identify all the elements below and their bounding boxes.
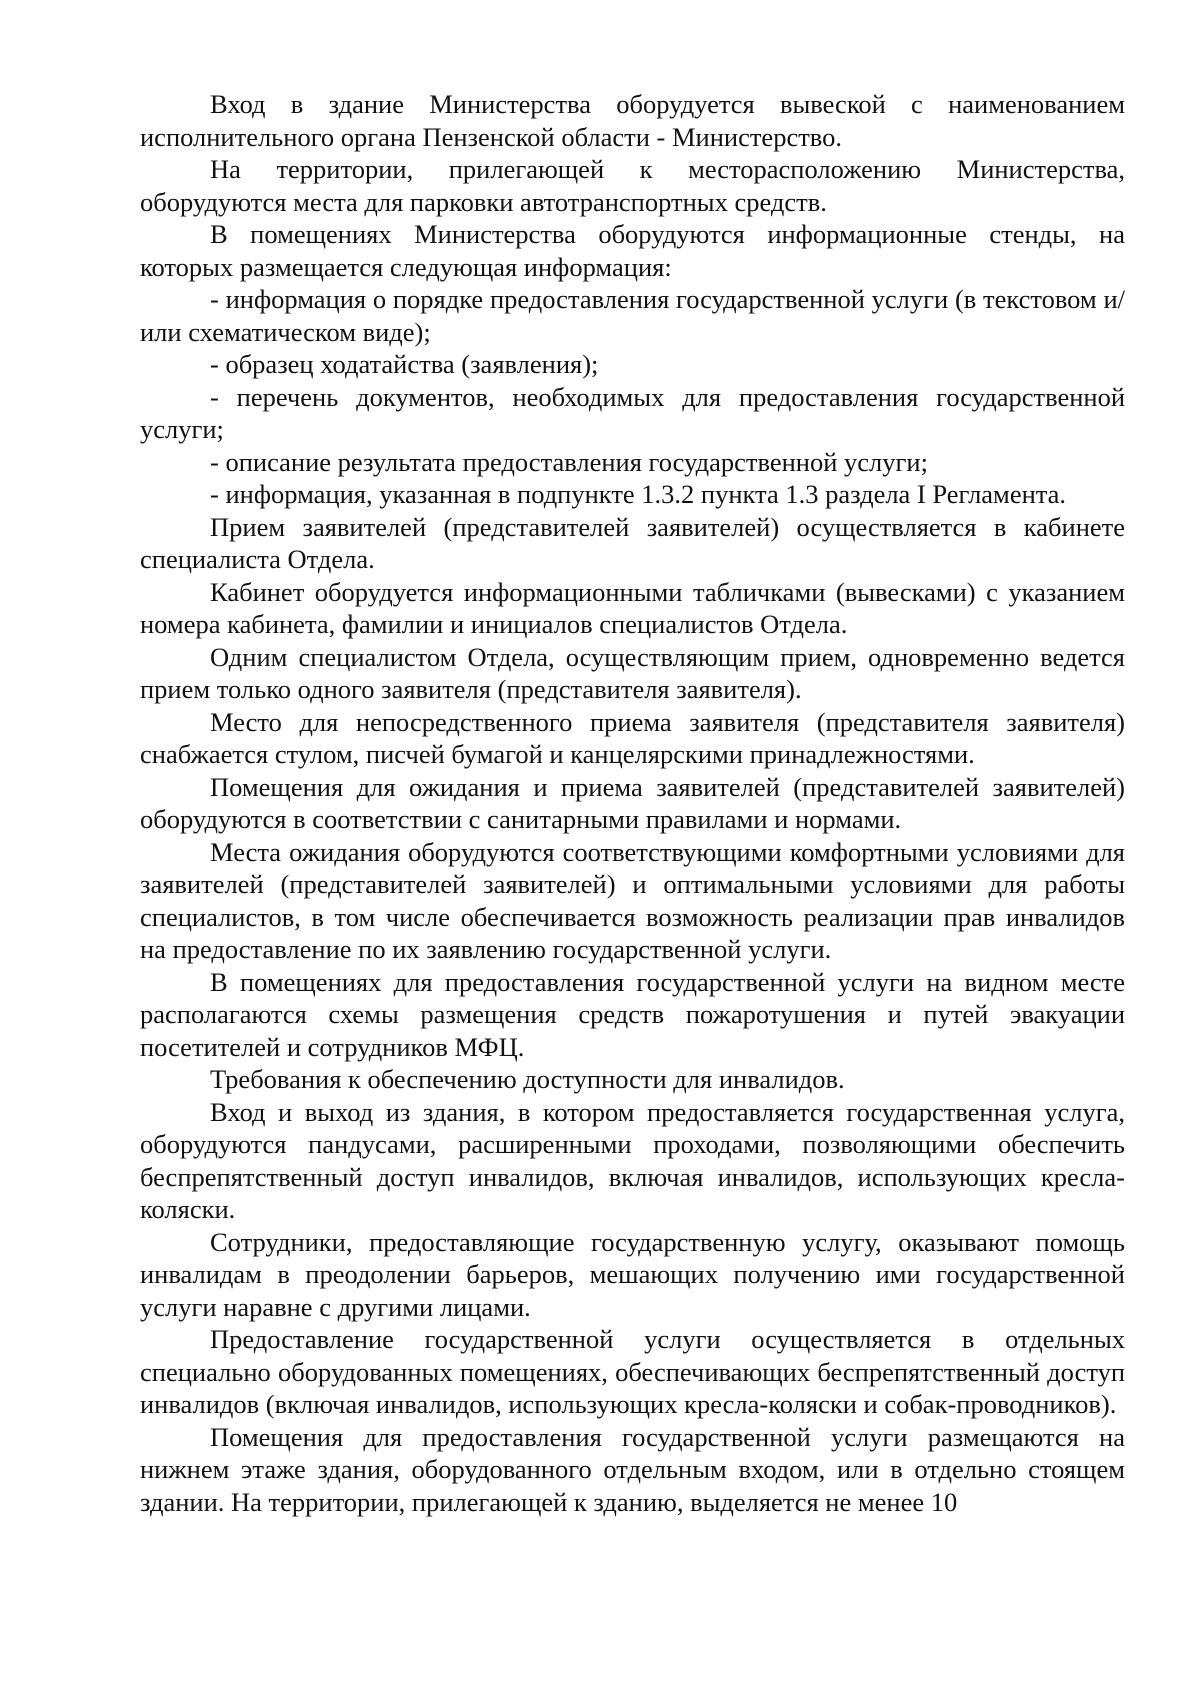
document-page: [140, 88, 1125, 1518]
paragraph-office-signs: Кабинет оборудуется информационными табличками (вывесками) с указанием номера кабинета, фамилии и инициалов специалистов Отдела.: [140, 576, 1125, 639]
paragraph-reception-place: Место для непосредственного приема заявителя (представителя заявителя) снабжается стулом, писчей бумагой и канцелярскими принадлежностями.: [140, 706, 1125, 769]
paragraph-entrance-sign: Вход в здание Министерства оборудуется вывеской с наименованием исполнительного органа Пензенской области - Министерство.: [140, 89, 1125, 152]
list-item-application-sample: - образец ходатайства (заявления);: [210, 349, 599, 379]
paragraph-info-stands: В помещениях Министерства оборудуются информационные стенды, на которых размещается следующая информация:: [140, 219, 1125, 282]
paragraph-waiting-places: Места ожидания оборудуются соответствующими комфортными условиями для заявителей (представителей заявителей) и оптимальными условиями для работы специалистов, в том числе обеспечивается возможность реализации прав инвалидов на предоставление по их заявлению государственной услуги.: [140, 836, 1125, 964]
paragraph-accessibility-heading: Требования к обеспечению доступности для инвалидов.: [210, 1064, 845, 1094]
paragraph-waiting-rooms: Помещения для ожидания и приема заявителей (представителей заявителей) оборудуются в соответствии с санитарными правилами и нормами.: [140, 771, 1125, 834]
paragraph-reception-office: Прием заявителей (представителей заявителей) осуществляется в кабинете специалиста Отдела.: [140, 511, 1125, 574]
paragraph-equipped-rooms: Предоставление государственной услуги осуществляется в отдельных специально оборудованных помещениях, обеспечивающих беспрепятственный доступ инвалидов (включая инвалидов, использующих кресла-коляски и собак-проводников).: [140, 1324, 1125, 1419]
list-item-result-description: - описание результата предоставления государственной услуги;: [210, 446, 928, 477]
list-item-documents-list: - перечень документов, необходимых для предоставления государственной услуги;: [140, 381, 1125, 444]
paragraph-evacuation-schemes: В помещениях для предоставления государственной услуги на видном месте располагаются схемы размещения средств пожаротушения и путей эвакуации посетителей и сотрудников МФЦ.: [140, 966, 1125, 1062]
paragraph-ground-floor: Помещения для предоставления государственной услуги размещаются на нижнем этаже здания, оборудованного отдельным входом, или в отдельно стоящем здании. На территории, прилегающей к зданию, выделяется не менее 10: [140, 1421, 1125, 1517]
paragraph-staff-assistance: Сотрудники, предоставляющие государственную услугу, оказывают помощь инвалидам в преодолении барьеров, мешающих получению ими государственной услуги наравне с другими лицами.: [140, 1226, 1125, 1322]
paragraph-parking: На территории, прилегающей к месторасположению Министерства, оборудуются места для парковки автотранспортных средств.: [140, 154, 1125, 217]
paragraph-one-applicant: Одним специалистом Отдела, осуществляющим прием, одновременно ведется прием только одного заявителя (представителя заявителя).: [140, 641, 1125, 704]
list-item-procedure-info: - информация о порядке предоставления государственной услуги (в текстовом и/или схематическом виде);: [140, 284, 1125, 347]
paragraph-ramps: Вход и выход из здания, в котором предоставляется государственная услуга, оборудуются пандусами, расширенными проходами, позволяющими обеспечить беспрепятственный доступ инвалидов, включая инвалидов, использующих кресла-коляски.: [140, 1096, 1125, 1224]
list-item-regulation-reference: - информация, указанная в подпункте 1.3.2 пункта 1.3 раздела I Регламента.: [210, 479, 1067, 509]
